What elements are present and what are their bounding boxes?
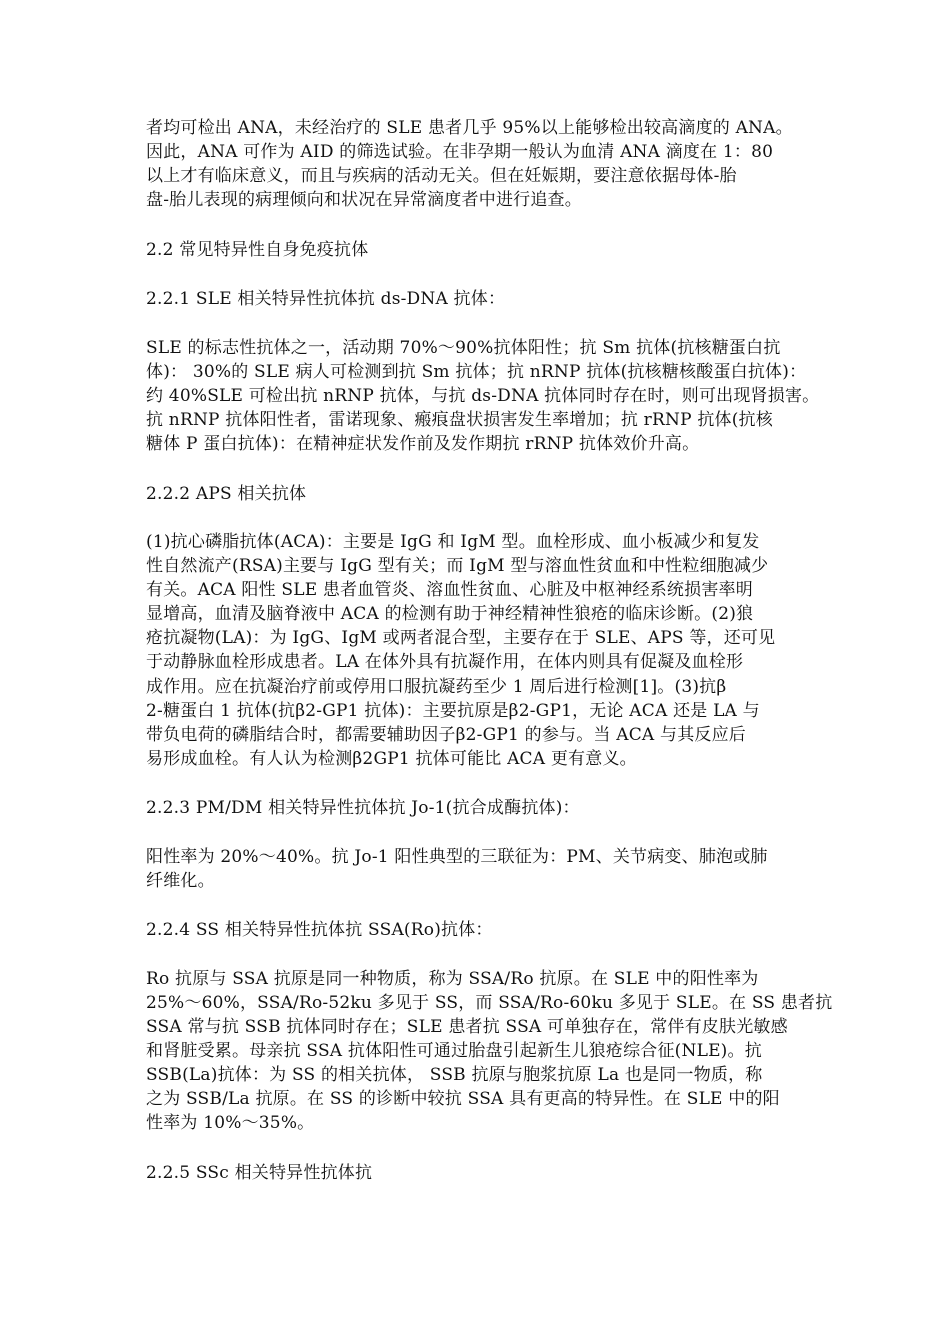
text-line: 和肾脏受累。母亲抗 SSA 抗体阳性可通过胎盘引起新生儿狼疮综合征(NLE)。抗: [146, 1041, 762, 1061]
section-heading: 2.2 常见特异性自身免疫抗体: [146, 240, 369, 260]
text-line: Ro 抗原与 SSA 抗原是同一种物质，称为 SSA/Ro 抗原。在 SLE 中的阳性率为: [146, 969, 759, 989]
text-line: 带负电荷的磷脂结合时，都需要辅助因子β2-GP1 的参与。当 ACA 与其反应后: [146, 725, 746, 745]
subsection-heading: 2.2.2 APS 相关抗体: [146, 484, 307, 504]
text-line: 性自然流产(RSA)主要与 IgG 型有关；而 IgM 型与溶血性贫血和中性粒细胞减少: [146, 556, 769, 576]
text-line: 以上才有临床意义，而且与疾病的活动无关。但在妊娠期，要注意依据母体-胎: [146, 166, 737, 186]
text-line: 性率为 10%～35%。: [146, 1113, 315, 1133]
text-line: 阳性率为 20%～40%。抗 Jo-1 阳性典型的三联征为：PM、关节病变、肺泡或肺: [146, 847, 768, 867]
text-line: 盘-胎儿表现的病理倾向和状况在异常滴度者中进行追查。: [146, 190, 582, 210]
text-line: 约 40%SLE 可检出抗 nRNP 抗体，与抗 ds-DNA 抗体同时存在时，则可出现肾损害。: [146, 386, 820, 406]
text-line: 疮抗凝物(LA)：为 IgG、IgM 或两者混合型，主要存在于 SLE、APS 等，还可见: [146, 628, 776, 648]
text-line: 25%～60%，SSA/Ro-52ku 多见于 SS，而 SSA/Ro-60ku 多见于 SLE。在 SS 患者抗: [146, 993, 833, 1013]
text-line: 抗 nRNP 抗体阳性者，雷诺现象、瘢痕盘状损害发生率增加；抗 rRNP 抗体(抗核: [146, 410, 773, 430]
subsection-heading: 2.2.1 SLE 相关特异性抗体抗 ds-DNA 抗体：: [146, 289, 506, 309]
subsection-heading: 2.2.5 SSc 相关特异性抗体抗: [146, 1163, 373, 1183]
subsection-heading: 2.2.3 PM/DM 相关特异性抗体抗 Jo-1(抗合成酶抗体)：: [146, 798, 580, 818]
text-line: 纤维化。: [146, 871, 215, 891]
text-line: SLE 的标志性抗体之一，活动期 70%～90%抗体阳性；抗 Sm 抗体(抗核糖蛋白抗: [146, 338, 781, 358]
text-line: 体)： 30%的 SLE 病人可检测到抗 Sm 抗体；抗 nRNP 抗体(抗核糖核酸蛋白抗体)：: [146, 362, 807, 382]
text-line: 因此，ANA 可作为 AID 的筛选试验。在非孕期一般认为血清 ANA 滴度在 1：80: [146, 142, 774, 162]
text-line: 者均可检出 ANA，未经治疗的 SLE 患者几乎 95%以上能够检出较高滴度的 ANA。: [146, 118, 793, 138]
text-line: 成作用。应在抗凝治疗前或停用口服抗凝药至少 1 周后进行检测[1]。(3)抗β: [146, 677, 727, 697]
text-line: (1)抗心磷脂抗体(ACA)：主要是 IgG 和 IgM 型。血栓形成、血小板减少和复发: [146, 532, 760, 552]
text-line: 2-糖蛋白 1 抗体(抗β2-GP1 抗体)：主要抗原是β2-GP1，无论 ACA 还是 LA 与: [146, 701, 760, 721]
text-line: 有关。ACA 阳性 SLE 患者血管炎、溶血性贫血、心脏及中枢神经系统损害率明: [146, 580, 753, 600]
subsection-heading: 2.2.4 SS 相关特异性抗体抗 SSA(Ro)抗体：: [146, 920, 493, 940]
text-line: 糖体 P 蛋白抗体)：在精神症状发作前及发作期抗 rRNP 抗体效价升高。: [146, 434, 700, 454]
text-line: SSA 常与抗 SSB 抗体同时存在；SLE 患者抗 SSA 可单独存在，常伴有皮肤光敏感: [146, 1017, 788, 1037]
text-line: 之为 SSB/La 抗原。在 SS 的诊断中较抗 SSA 具有更高的特异性。在 SLE 中的阳: [146, 1089, 780, 1109]
text-line: 于动静脉血栓形成患者。LA 在体外具有抗凝作用，在体内则具有促凝及血栓形: [146, 652, 744, 672]
text-line: 易形成血栓。有人认为检测β2GP1 抗体可能比 ACA 更有意义。: [146, 749, 637, 769]
text-line: 显增高，血清及脑脊液中 ACA 的检测有助于神经精神性狼疮的临床诊断。(2)狼: [146, 604, 754, 624]
text-line: SSB(La)抗体：为 SS 的相关抗体， SSB 抗原与胞浆抗原 La 也是同一物质，称: [146, 1065, 763, 1085]
